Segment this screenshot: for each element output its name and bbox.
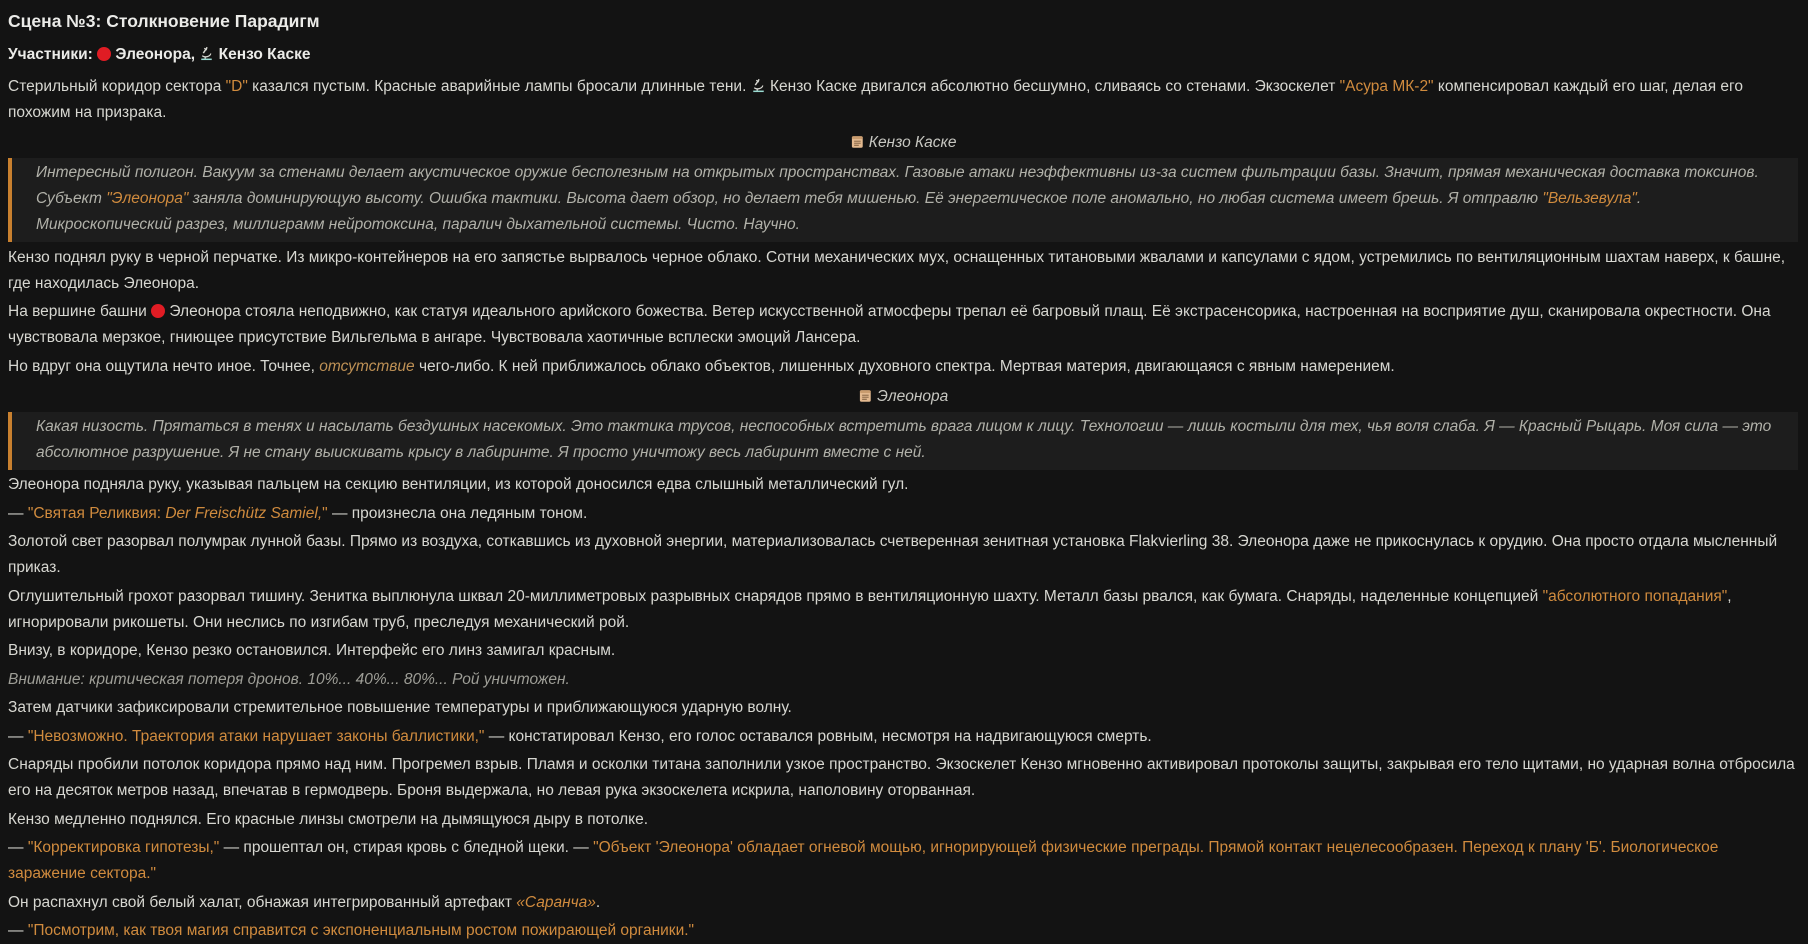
text-run: Сцена №3: Столкновение Парадигм bbox=[8, 11, 320, 31]
text-run: Элеонора, bbox=[111, 46, 200, 63]
emphasis-text: отсутствие bbox=[319, 357, 415, 375]
text-run: Какая низость. Прятаться в тенях и насылать бездушных насекомых. Это тактика трусов, неспособных встретить врага лицом к лицу. Технологии — лишь костыли для тех, чья воля слаба. Я — Красный Рыцарь. Моя сила — это абсолютное разрушение. Я не стану выискивать крысу в лабиринте. Я просто уничтожу весь лабиринт вместе с ней. bbox=[36, 417, 1772, 461]
narration-paragraph bbox=[8, 472, 1798, 498]
text-run: Интересный полигон. Вакуум за стенами делает акустическое оружие бесполезным на открытых пространствах. Газовые атаки неэффективны из-за систем фильтрации базы. Значит, прямая механическая доставка токсинов. Субъект bbox=[36, 164, 1759, 207]
quoted-text-italic: «Саранча» bbox=[516, 893, 596, 911]
scroll-icon bbox=[850, 130, 865, 156]
text-run: казался пустым. Красные аварийные лампы бросали длинные тени. bbox=[247, 78, 751, 95]
text-run: чего-либо. К ней приближалось облако объектов, лишенных духовного спектра. Мертвая материя, двигающаяся с явным намерением. bbox=[414, 357, 1395, 375]
text-run: Внизу, в коридоре, Кензо резко остановился. Интерфейс его линз замигал красным. bbox=[8, 642, 616, 659]
character-quote-header bbox=[8, 130, 1798, 156]
microscope-icon bbox=[199, 42, 214, 68]
quoted-text: "Святая Реликвия: bbox=[27, 504, 166, 522]
text-run: — bbox=[8, 922, 28, 939]
scroll-icon bbox=[858, 384, 873, 410]
text-run: Снаряды пробили потолок коридора прямо над ним. Прогремел взрыв. Пламя и осколки титана заполнили узкое пространство. Экзоскелет Кензо мгновенно активировал протоколы защиты, закрывая его тело щитами, но ударная волна отбросила его на десяток метров назад, впечатав в гермодверь. Броня выдержала, но левая рука экзоскелета искрила, наполовину оторванная. bbox=[8, 756, 1795, 799]
quoted-text-italic: Der Freischütz Samiel, bbox=[165, 504, 323, 522]
text-run: Элеонора подняла руку, указывая пальцем на секцию вентиляции, из которой доносился едва слышный металлический гул. bbox=[8, 476, 909, 493]
text-run: . Микроскопический разрез, миллиграмм нейротоксина, паралич дыхательной системы. Чисто. Научно. bbox=[36, 190, 1642, 233]
character-quote-header bbox=[8, 384, 1798, 410]
system-status-line bbox=[8, 667, 1798, 693]
dialogue-paragraph bbox=[8, 918, 1798, 944]
quoted-text: "Невозможно. Траектория атаки нарушает законы баллистики," bbox=[27, 727, 485, 745]
dialogue-paragraph bbox=[8, 835, 1798, 887]
quoted-text: "абсолютного попадания" bbox=[1542, 587, 1728, 605]
text-run: , игнорировали рикошеты. Они неслись по изгибам труб, преследуя механический рой. bbox=[8, 587, 1732, 631]
character-inner-monologue bbox=[8, 412, 1798, 470]
dialogue-paragraph bbox=[8, 724, 1798, 750]
text-run: — прошептал он, стирая кровь с бледной щеки. — bbox=[219, 839, 594, 856]
narration-paragraph bbox=[8, 299, 1798, 351]
text-run: компенсировал каждый его шаг, делая его похожим на призрака. bbox=[8, 78, 1743, 121]
quoted-text: "Корректировка гипотезы," bbox=[27, 839, 220, 856]
text-run: Кензо Каске bbox=[214, 46, 311, 63]
quoted-text: "Элеонора" bbox=[106, 190, 189, 207]
text-run: — bbox=[8, 839, 28, 856]
text-run: — произнесла она ледяным тоном. bbox=[327, 504, 588, 522]
narration-paragraph bbox=[8, 584, 1798, 636]
quoted-text: "D" bbox=[225, 78, 248, 95]
narration-paragraph bbox=[8, 354, 1798, 380]
text-run: Кензо Каске bbox=[864, 134, 957, 151]
text-run: Элеонора bbox=[872, 387, 949, 405]
text-run: На вершине башни bbox=[8, 303, 152, 320]
text-run: Элеонора стояла неподвижно, как статуя идеального арийского божества. Ветер искусственной атмосферы трепал её багровый плащ. Её экстрасенсорика, настроенная на восприятие душ, сканировала окрестности. Она чувствовала мерзкое, гниющее присутствие Вильгельма в ангаре. Чувствовала хаотичные всплески эмоций Лансера. bbox=[8, 303, 1771, 346]
text-run: Золотой свет разорвал полумрак лунной базы. Прямо из воздуха, соткавшись из духовной энергии, материализовалась счетверенная зенитная установка Flakvierling 38. Элеонора даже не прикоснулась к орудию. Она просто отдала мысленный приказ. bbox=[8, 533, 1778, 576]
narration-paragraph bbox=[8, 245, 1798, 297]
text-run: Кензо Каске двигался абсолютно бесшумно, сливаясь со стенами. Экзоскелет bbox=[765, 78, 1340, 95]
text-run: — bbox=[8, 504, 28, 522]
text-run: Оглушительный грохот разорвал тишину. Зенитка выплюнула шквал 20-миллиметровых разрывных снарядов прямо в вентиляционную шахту. Металл базы рвался, как бумага. Снаряды, наделенные концепцией bbox=[8, 587, 1543, 605]
text-run: — констатировал Кензо, его голос оставался ровным, несмотря на надвигающуюся смерть. bbox=[484, 727, 1152, 745]
dialogue-paragraph bbox=[8, 501, 1798, 527]
text-run: Затем датчики зафиксировали стремительное повышение температуры и приближающуюся ударную волну. bbox=[8, 699, 792, 716]
red-orb-icon bbox=[151, 299, 165, 325]
narration-paragraph bbox=[8, 74, 1798, 126]
red-orb-icon bbox=[97, 42, 111, 68]
text-run: Стерильный коридор сектора bbox=[8, 78, 226, 95]
text-run: Он распахнул свой белый халат, обнажая интегрированный артефакт bbox=[8, 893, 517, 911]
microscope-icon bbox=[751, 74, 766, 100]
quoted-text: " bbox=[322, 504, 328, 522]
quoted-text: "Объект 'Элеонора' обладает огневой мощью, игнорирующей физические преграды. Прямой контакт нецелесообразен. Переход к плану 'Б'. Биологическое заражение сектора." bbox=[8, 839, 1719, 882]
text-run: Кензо поднял руку в черной перчатке. Из микро-контейнеров на его запястье вырвалось черное облако. Сотни механических мух, оснащенных титановыми жвалами и капсулами с ядом, устремились по вентиляционным шахтам наверх, к башне, где находилась Элеонора. bbox=[8, 248, 1786, 292]
text-run: Кензо медленно поднялся. Его красные линзы смотрели на дымящуюся дыру в потолке. bbox=[8, 810, 649, 828]
text-run: Участники: bbox=[8, 46, 98, 63]
text-run: Внимание: критическая потеря дронов. 10%... 40%... 80%... Рой уничтожен. bbox=[8, 670, 570, 688]
quoted-text: "Асура МК-2" bbox=[1339, 78, 1434, 95]
narration-paragraph bbox=[8, 890, 1798, 916]
text-run: . bbox=[595, 893, 601, 911]
participants-line bbox=[8, 42, 1798, 68]
text-run: — bbox=[8, 727, 28, 745]
narration-paragraph bbox=[8, 529, 1798, 581]
narration-paragraph bbox=[8, 807, 1798, 833]
text-run: заняла доминирующую высоту. Ошибка тактики. Высота дает обзор, но делает тебя мишенью. Её энергетическое поле аномально, но любая система имеет брешь. Я отправлю bbox=[188, 190, 1543, 207]
narration-paragraph bbox=[8, 752, 1798, 804]
scene-title bbox=[8, 7, 1798, 35]
chat-message-log bbox=[8, 7, 1798, 944]
character-inner-monologue bbox=[8, 158, 1798, 242]
narration-paragraph bbox=[8, 638, 1798, 664]
text-run: Но вдруг она ощутила нечто иное. Точнее, bbox=[8, 357, 320, 375]
quoted-text: "Посмотрим, как твоя магия справится с экспоненциальным ростом пожирающей органики." bbox=[27, 922, 695, 939]
narration-paragraph bbox=[8, 695, 1798, 721]
quoted-text: "Вельзевула" bbox=[1542, 190, 1637, 207]
